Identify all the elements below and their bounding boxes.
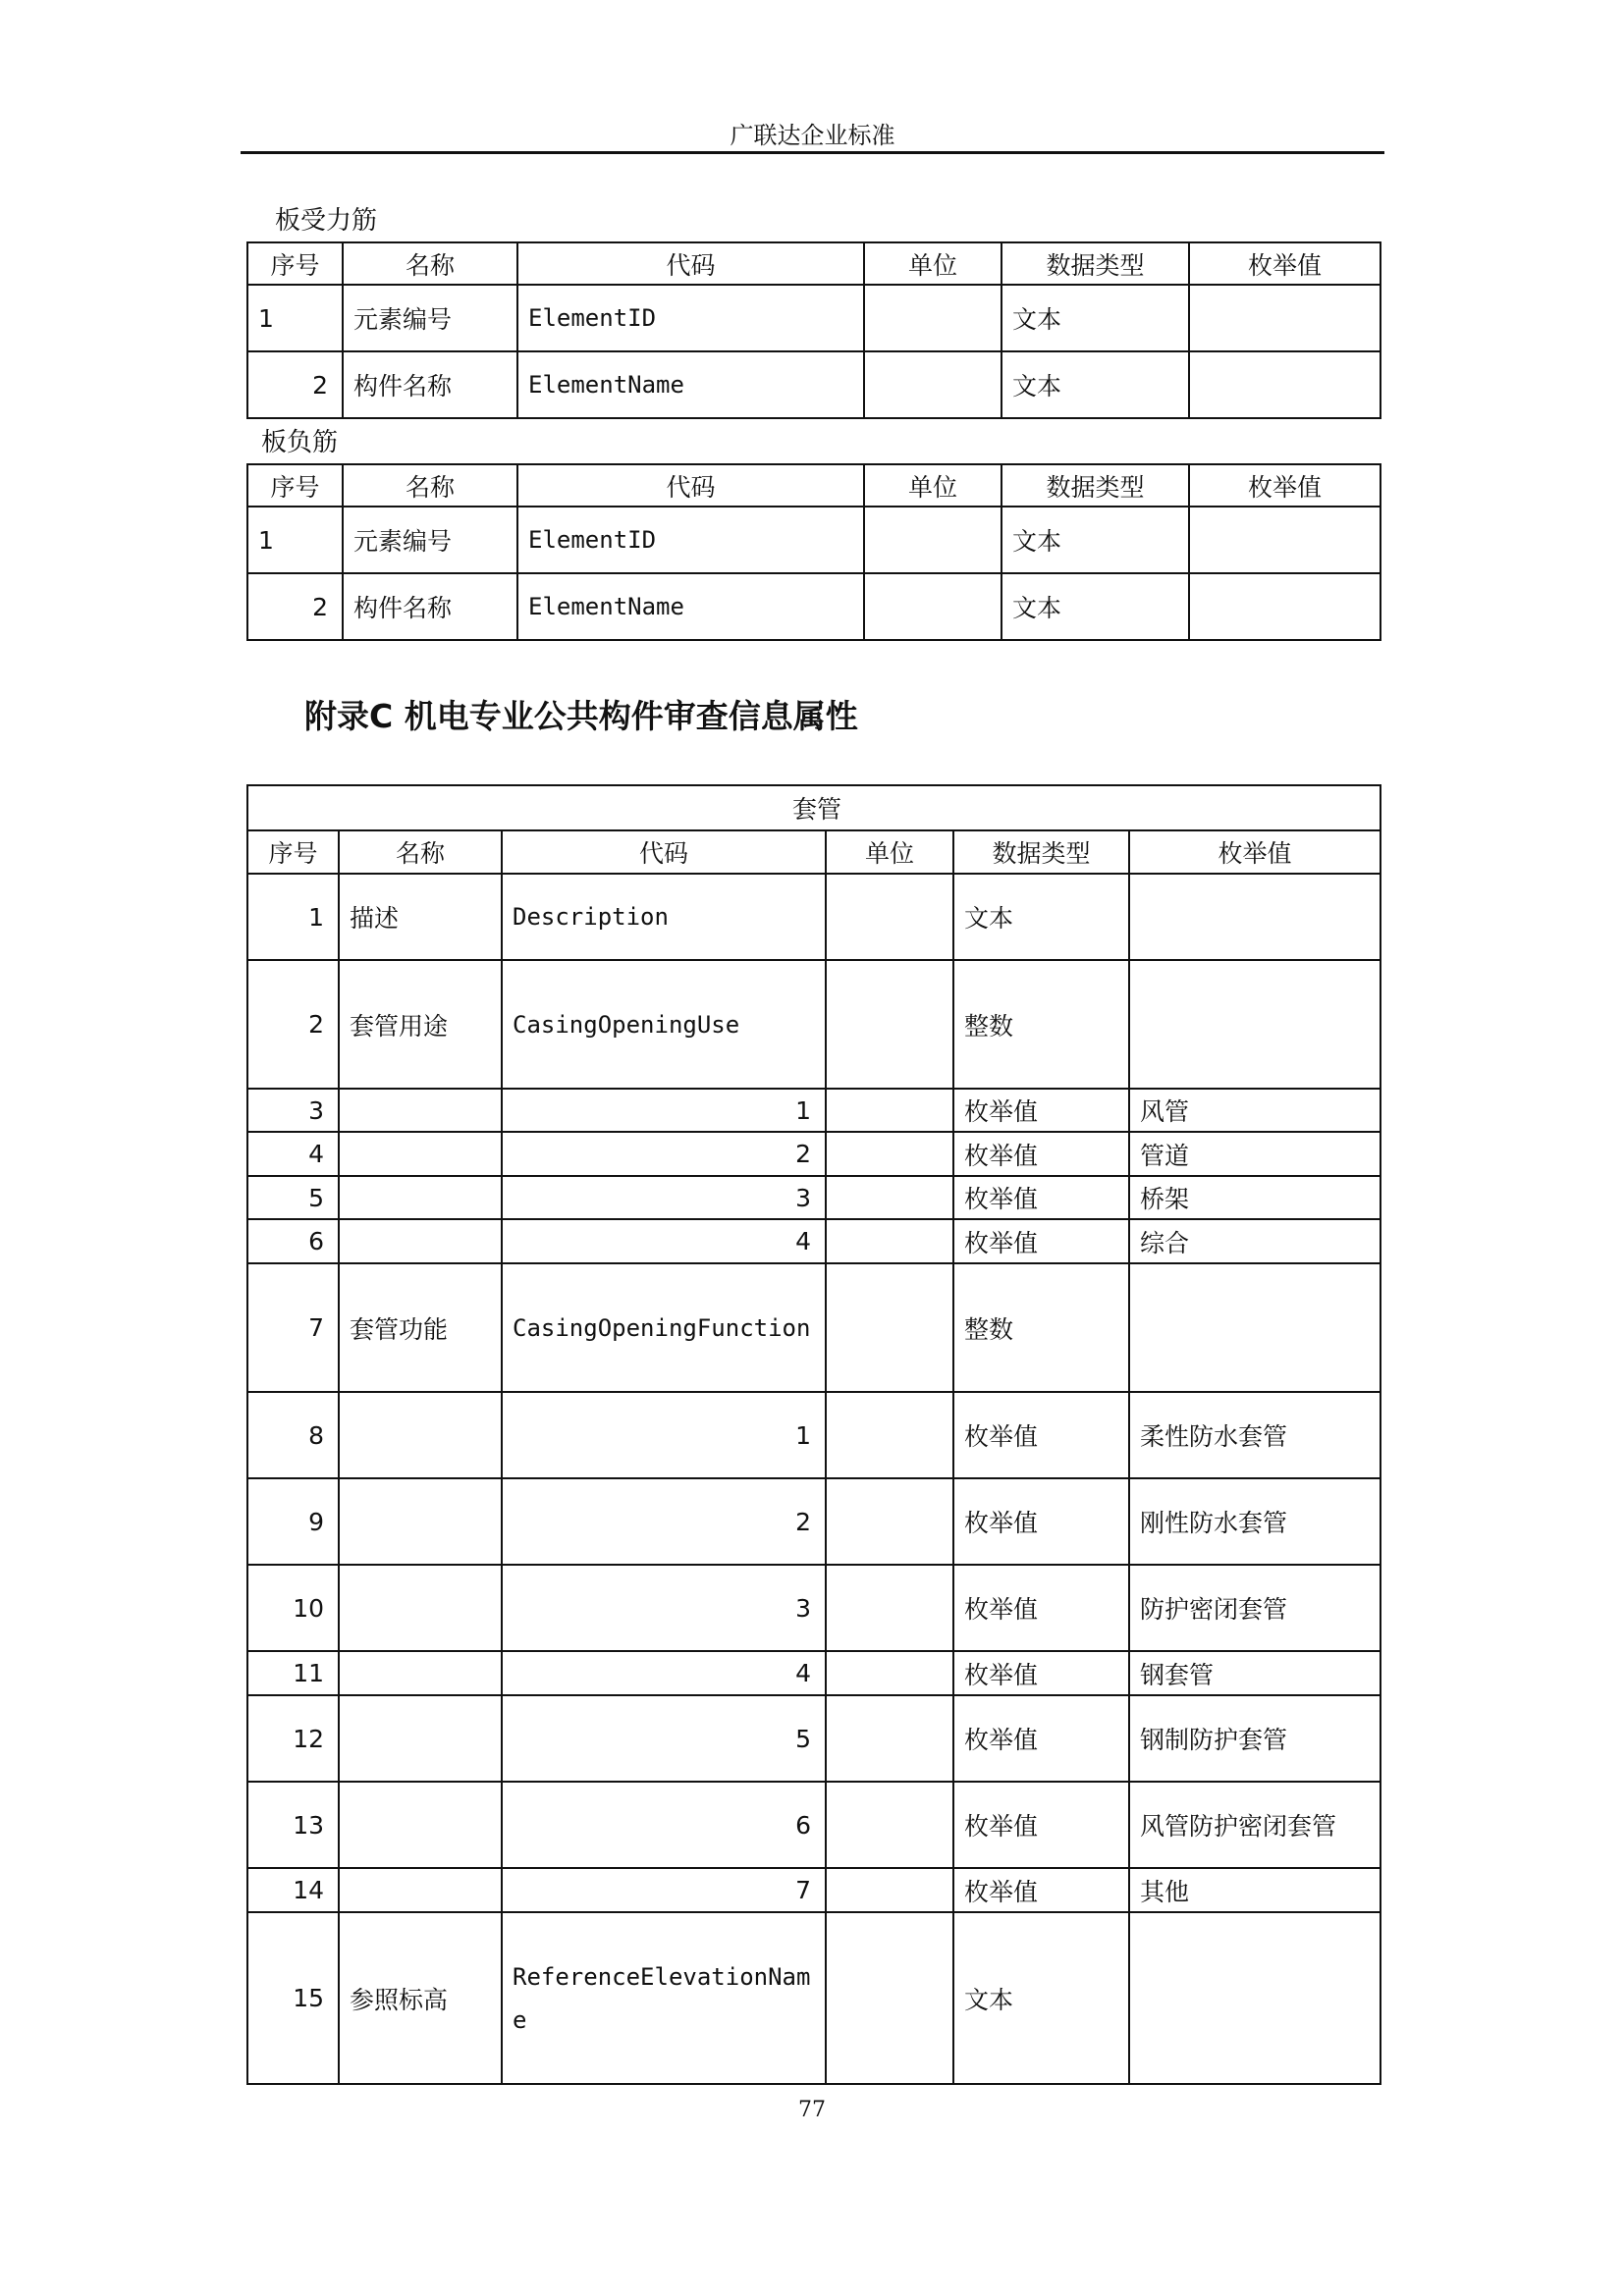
cell-name xyxy=(339,1132,502,1176)
cell-unit xyxy=(864,351,1001,418)
table-row xyxy=(247,1219,1380,1263)
cell-unit xyxy=(826,1912,953,2084)
column-header: 名称 xyxy=(339,830,502,874)
column-header: 数据类型 xyxy=(1001,464,1189,507)
cell-seq: 3 xyxy=(247,1089,339,1132)
table-row xyxy=(247,1565,1380,1651)
cell-name: 描述 xyxy=(339,874,502,960)
cell-name xyxy=(339,1219,502,1263)
cell-type: 文本 xyxy=(953,874,1129,960)
cell-type: 文本 xyxy=(1001,285,1189,351)
table-header-row xyxy=(247,242,1380,285)
cell-name xyxy=(339,1478,502,1565)
cell-enum xyxy=(1129,960,1380,1089)
cell-name: 套管功能 xyxy=(339,1263,502,1392)
column-header: 代码 xyxy=(502,830,826,874)
cell-type: 枚举值 xyxy=(953,1392,1129,1478)
cell-code: 1 xyxy=(502,1392,826,1478)
table-row xyxy=(247,960,1380,1089)
cell-code: 3 xyxy=(502,1565,826,1651)
cell-code: 2 xyxy=(502,1478,826,1565)
column-header: 单位 xyxy=(826,830,953,874)
column-header: 枚举值 xyxy=(1189,464,1380,507)
cell-unit xyxy=(864,507,1001,573)
cell-code: 5 xyxy=(502,1695,826,1782)
cell-code: 1 xyxy=(502,1089,826,1132)
cell-unit xyxy=(826,1478,953,1565)
cell-unit xyxy=(826,1565,953,1651)
cell-name: 构件名称 xyxy=(343,573,517,640)
table-row xyxy=(247,1478,1380,1565)
cell-type: 枚举值 xyxy=(953,1176,1129,1219)
column-header: 枚举值 xyxy=(1129,830,1380,874)
table-row xyxy=(247,1651,1380,1695)
cell-code: CasingOpeningUse xyxy=(502,960,826,1089)
cell-type: 文本 xyxy=(1001,507,1189,573)
cell-name xyxy=(339,1782,502,1868)
table-row xyxy=(247,1782,1380,1868)
cell-unit xyxy=(864,285,1001,351)
cell-unit xyxy=(826,1089,953,1132)
table-row xyxy=(247,285,1380,351)
cell-enum: 钢制防护套管 xyxy=(1129,1695,1380,1782)
cell-name xyxy=(339,1651,502,1695)
column-header: 单位 xyxy=(864,464,1001,507)
header-divider xyxy=(241,151,1384,154)
table-header-row xyxy=(247,464,1380,507)
cell-unit xyxy=(826,1219,953,1263)
cell-type: 文本 xyxy=(1001,573,1189,640)
table-row xyxy=(247,1912,1380,2084)
cell-unit xyxy=(826,1782,953,1868)
cell-enum: 柔性防水套管 xyxy=(1129,1392,1380,1478)
cell-code: 2 xyxy=(502,1132,826,1176)
cell-unit xyxy=(826,1132,953,1176)
cell-type: 枚举值 xyxy=(953,1478,1129,1565)
cell-unit xyxy=(826,1263,953,1392)
cell-unit xyxy=(826,1176,953,1219)
cell-type: 枚举值 xyxy=(953,1651,1129,1695)
column-header: 代码 xyxy=(517,242,864,285)
cell-code: ElementName xyxy=(517,351,864,418)
cell-seq: 6 xyxy=(247,1219,339,1263)
cell-type: 文本 xyxy=(953,1912,1129,2084)
cell-code: 4 xyxy=(502,1651,826,1695)
cell-name: 参照标高 xyxy=(339,1912,502,2084)
cell-seq: 1 xyxy=(247,874,339,960)
section-title: 套管 xyxy=(247,785,1380,830)
column-header: 数据类型 xyxy=(953,830,1129,874)
cell-code: ElementName xyxy=(517,573,864,640)
cell-name: 套管用途 xyxy=(339,960,502,1089)
cell-code: ReferenceElevationName xyxy=(502,1912,826,2084)
cell-enum: 综合 xyxy=(1129,1219,1380,1263)
cell-code: ElementID xyxy=(517,507,864,573)
table-row xyxy=(247,573,1380,640)
cell-name: 元素编号 xyxy=(343,507,517,573)
cell-code: 3 xyxy=(502,1176,826,1219)
cell-unit xyxy=(826,1651,953,1695)
cell-seq: 10 xyxy=(247,1565,339,1651)
cell-enum xyxy=(1189,285,1380,351)
table-row xyxy=(247,1392,1380,1478)
cell-name xyxy=(339,1868,502,1912)
page-number: 77 xyxy=(798,2098,826,2122)
column-header: 名称 xyxy=(343,464,517,507)
table-caption: 板负筋 xyxy=(261,428,339,457)
cell-enum xyxy=(1189,351,1380,418)
column-header: 名称 xyxy=(343,242,517,285)
cell-type: 枚举值 xyxy=(953,1219,1129,1263)
table-row xyxy=(247,1089,1380,1132)
cell-code: ElementID xyxy=(517,285,864,351)
rebar-table-2 xyxy=(246,463,1381,641)
cell-unit xyxy=(826,1392,953,1478)
table-row xyxy=(247,1695,1380,1782)
cell-seq: 4 xyxy=(247,1132,339,1176)
cell-enum: 钢套管 xyxy=(1129,1651,1380,1695)
table-row xyxy=(247,351,1380,418)
column-header: 代码 xyxy=(517,464,864,507)
cell-name xyxy=(339,1565,502,1651)
column-header: 序号 xyxy=(247,830,339,874)
cell-name: 构件名称 xyxy=(343,351,517,418)
cell-code: Description xyxy=(502,874,826,960)
cell-enum: 风管 xyxy=(1129,1089,1380,1132)
cell-type: 枚举值 xyxy=(953,1132,1129,1176)
cell-unit xyxy=(826,1695,953,1782)
table-row xyxy=(247,1868,1380,1912)
cell-code: 4 xyxy=(502,1219,826,1263)
cell-enum xyxy=(1129,874,1380,960)
cell-unit xyxy=(864,573,1001,640)
cell-seq: 13 xyxy=(247,1782,339,1868)
table-row xyxy=(247,507,1380,573)
cell-enum: 桥架 xyxy=(1129,1176,1380,1219)
cell-seq: 8 xyxy=(247,1392,339,1478)
cell-name xyxy=(339,1176,502,1219)
cell-enum xyxy=(1189,507,1380,573)
column-header: 枚举值 xyxy=(1189,242,1380,285)
cell-enum: 管道 xyxy=(1129,1132,1380,1176)
table-row xyxy=(247,1176,1380,1219)
cell-enum xyxy=(1129,1263,1380,1392)
cell-enum: 风管防护密闭套管 xyxy=(1129,1782,1380,1868)
cell-name xyxy=(339,1089,502,1132)
cell-seq: 1 xyxy=(247,507,343,573)
cell-unit xyxy=(826,874,953,960)
cell-seq: 7 xyxy=(247,1263,339,1392)
cell-seq: 2 xyxy=(247,351,343,418)
cell-seq: 11 xyxy=(247,1651,339,1695)
casing-table xyxy=(246,784,1381,2085)
table-row xyxy=(247,874,1380,960)
cell-enum xyxy=(1189,573,1380,640)
cell-seq: 2 xyxy=(247,573,343,640)
column-header: 单位 xyxy=(864,242,1001,285)
cell-enum: 防护密闭套管 xyxy=(1129,1565,1380,1651)
cell-code: 7 xyxy=(502,1868,826,1912)
column-header: 序号 xyxy=(247,464,343,507)
column-header: 序号 xyxy=(247,242,343,285)
page-header-title: 广联达企业标准 xyxy=(730,122,895,149)
cell-seq: 9 xyxy=(247,1478,339,1565)
cell-type: 整数 xyxy=(953,960,1129,1089)
cell-code: CasingOpeningFunction xyxy=(502,1263,826,1392)
cell-type: 文本 xyxy=(1001,351,1189,418)
table-row xyxy=(247,1132,1380,1176)
cell-type: 枚举值 xyxy=(953,1868,1129,1912)
cell-type: 整数 xyxy=(953,1263,1129,1392)
appendix-heading: 附录C 机电专业公共构件审查信息属性 xyxy=(304,697,858,735)
rebar-table-1 xyxy=(246,241,1381,419)
cell-seq: 1 xyxy=(247,285,343,351)
table-row xyxy=(247,1263,1380,1392)
cell-enum: 刚性防水套管 xyxy=(1129,1478,1380,1565)
cell-seq: 15 xyxy=(247,1912,339,2084)
column-header: 数据类型 xyxy=(1001,242,1189,285)
cell-type: 枚举值 xyxy=(953,1089,1129,1132)
cell-name xyxy=(339,1392,502,1478)
cell-type: 枚举值 xyxy=(953,1565,1129,1651)
cell-enum: 其他 xyxy=(1129,1868,1380,1912)
cell-type: 枚举值 xyxy=(953,1695,1129,1782)
cell-seq: 14 xyxy=(247,1868,339,1912)
cell-name: 元素编号 xyxy=(343,285,517,351)
cell-seq: 12 xyxy=(247,1695,339,1782)
table-section-row xyxy=(247,785,1380,830)
table-header-row xyxy=(247,830,1380,874)
cell-type: 枚举值 xyxy=(953,1782,1129,1868)
cell-seq: 5 xyxy=(247,1176,339,1219)
cell-code: 6 xyxy=(502,1782,826,1868)
table-caption: 板受力筋 xyxy=(275,206,378,236)
cell-enum xyxy=(1129,1912,1380,2084)
cell-unit xyxy=(826,960,953,1089)
cell-name xyxy=(339,1695,502,1782)
cell-seq: 2 xyxy=(247,960,339,1089)
cell-unit xyxy=(826,1868,953,1912)
